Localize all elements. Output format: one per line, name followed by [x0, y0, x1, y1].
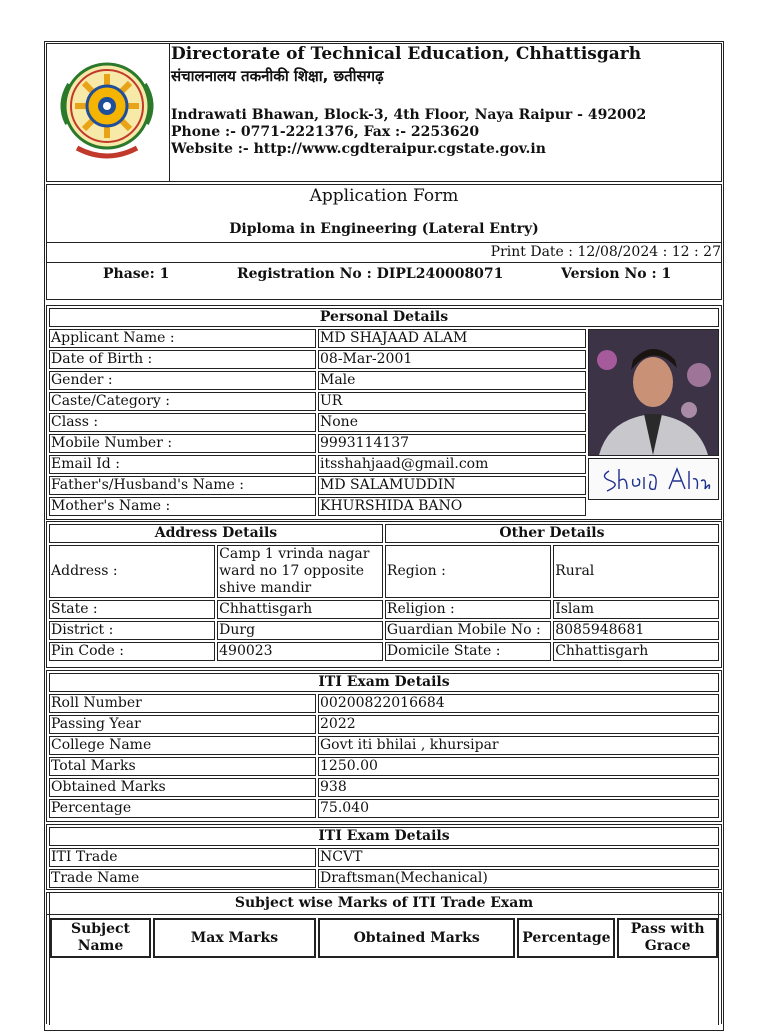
- personal-details-section: [46, 305, 722, 520]
- table-row: [49, 621, 719, 640]
- divider: [47, 242, 721, 243]
- field-value: Chhattisgarh: [217, 600, 383, 619]
- section-heading: Address Details: [49, 524, 383, 543]
- field-label: Passing Year: [49, 715, 316, 734]
- field-value: NCVT: [318, 848, 719, 867]
- field-value: MD SHAJAAD ALAM: [318, 329, 586, 348]
- field-value: Draftsman(Mechanical): [318, 869, 719, 888]
- field-label: Caste/Category :: [49, 392, 316, 411]
- table-header-row: [50, 918, 718, 958]
- table-row: [49, 869, 719, 888]
- field-value: 2022: [318, 715, 719, 734]
- registration-number: Registration No : DIPL240008071: [237, 266, 504, 282]
- field-value: Male: [318, 371, 586, 390]
- iti-exam-section: [46, 670, 722, 822]
- field-value: None: [318, 413, 586, 432]
- field-value: KHURSHIDA BANO: [318, 497, 586, 516]
- section-heading: Subject wise Marks of ITI Trade Exam: [234, 895, 534, 911]
- field-value: 8085948681: [553, 621, 719, 640]
- divider: [47, 914, 721, 915]
- org-website: Website :- http://www.cgdteraipur.cgstate.gov.in: [171, 141, 546, 157]
- column-header: Obtained Marks: [318, 918, 516, 958]
- field-label: Region :: [385, 545, 551, 598]
- field-label: District :: [49, 621, 215, 640]
- dte-seal-logo: [47, 44, 169, 181]
- personal-details-table: [47, 306, 721, 518]
- address-other-table: [47, 522, 721, 663]
- field-label: Mother's Name :: [49, 497, 316, 516]
- field-value: 938: [318, 778, 719, 797]
- field-label: Father's/Husband's Name :: [49, 476, 316, 495]
- field-value: Rural: [553, 545, 719, 598]
- field-label: College Name: [49, 736, 316, 755]
- section-heading: Personal Details: [49, 308, 719, 327]
- logo-cell: [47, 44, 170, 181]
- section-heading: ITI Exam Details: [49, 827, 719, 846]
- application-info: [46, 184, 722, 300]
- field-value: 490023: [217, 642, 383, 661]
- divider: [47, 262, 721, 263]
- table-row: [49, 757, 719, 776]
- field-label: Guardian Mobile No :: [385, 621, 551, 640]
- column-header: Percentage: [517, 918, 615, 958]
- column-header: Max Marks: [153, 918, 316, 958]
- field-label: ITI Trade: [49, 848, 316, 867]
- iti-exam-table: [47, 671, 721, 820]
- applicant-signature: [588, 458, 719, 500]
- org-phone: Phone :- 0771-2221376, Fax :- 2253620: [171, 124, 480, 140]
- field-label: Domicile State :: [385, 642, 551, 661]
- field-label: Percentage: [49, 799, 316, 818]
- table-row: [49, 799, 719, 818]
- column-header: Subject Name: [50, 918, 151, 958]
- field-value: Govt iti bhilai , khursipar: [318, 736, 719, 755]
- field-value: Chhattisgarh: [553, 642, 719, 661]
- form-title: Application Form: [309, 186, 459, 206]
- field-label: Class :: [49, 413, 316, 432]
- field-label: Total Marks: [49, 757, 316, 776]
- table-row: [49, 545, 719, 598]
- field-label: Email Id :: [49, 455, 316, 474]
- table-row: [49, 778, 719, 797]
- field-value: 00200822016684: [318, 694, 719, 713]
- field-label: Gender :: [49, 371, 316, 390]
- table-row: [49, 329, 719, 348]
- column-header: Pass with Grace: [617, 918, 718, 958]
- header: [46, 43, 722, 182]
- org-name-hindi: संचालनालय तकनीकी शिक्षा, छतीसगढ़: [171, 67, 384, 85]
- field-label: Applicant Name :: [49, 329, 316, 348]
- field-label: Trade Name: [49, 869, 316, 888]
- table-row: [49, 736, 719, 755]
- field-value: Islam: [553, 600, 719, 619]
- field-value: 75.040: [318, 799, 719, 818]
- field-label: Obtained Marks: [49, 778, 316, 797]
- print-date: Print Date : 12/08/2024 : 12 : 27: [490, 244, 721, 260]
- table-row: [49, 848, 719, 867]
- org-address: Indrawati Bhawan, Block-3, 4th Floor, Naya Raipur - 492002: [171, 107, 647, 123]
- divider: [49, 893, 50, 1025]
- version-number: Version No : 1: [561, 266, 672, 282]
- table-row: [49, 694, 719, 713]
- field-label: Address :: [49, 545, 215, 598]
- subject-marks-table: [48, 916, 720, 960]
- section-heading: Other Details: [385, 524, 719, 543]
- applicant-photo: [588, 329, 719, 456]
- address-other-section: [46, 521, 722, 668]
- field-value: 1250.00: [318, 757, 719, 776]
- field-value: MD SALAMUDDIN: [318, 476, 586, 495]
- field-label: Mobile Number :: [49, 434, 316, 453]
- signature-image: [589, 459, 718, 499]
- phase: Phase: 1: [103, 266, 170, 282]
- field-value: itsshahjaad@gmail.com: [318, 455, 586, 474]
- table-row: [49, 642, 719, 661]
- table-row: [49, 600, 719, 619]
- iti-trade-table: [47, 825, 721, 890]
- field-label: State :: [49, 600, 215, 619]
- field-label: Religion :: [385, 600, 551, 619]
- field-label: Date of Birth :: [49, 350, 316, 369]
- section-heading: ITI Exam Details: [49, 673, 719, 692]
- subject-marks-section: [46, 892, 722, 1024]
- applicant-photo-image: [589, 330, 718, 455]
- table-row: [49, 715, 719, 734]
- field-value: 08-Mar-2001: [318, 350, 586, 369]
- field-value: 9993114137: [318, 434, 586, 453]
- form-subtitle: Diploma in Engineering (Lateral Entry): [229, 221, 539, 237]
- field-value: UR: [318, 392, 586, 411]
- iti-trade-section: [46, 824, 722, 890]
- field-value: Camp 1 vrinda nagar ward no 17 opposite shive mandir: [217, 545, 383, 598]
- photo-cell: [588, 329, 719, 516]
- field-label: Pin Code :: [49, 642, 215, 661]
- field-label: Roll Number: [49, 694, 316, 713]
- org-name-english: Directorate of Technical Education, Chhattisgarh: [171, 44, 642, 64]
- field-value: Durg: [217, 621, 383, 640]
- divider: [718, 893, 719, 1025]
